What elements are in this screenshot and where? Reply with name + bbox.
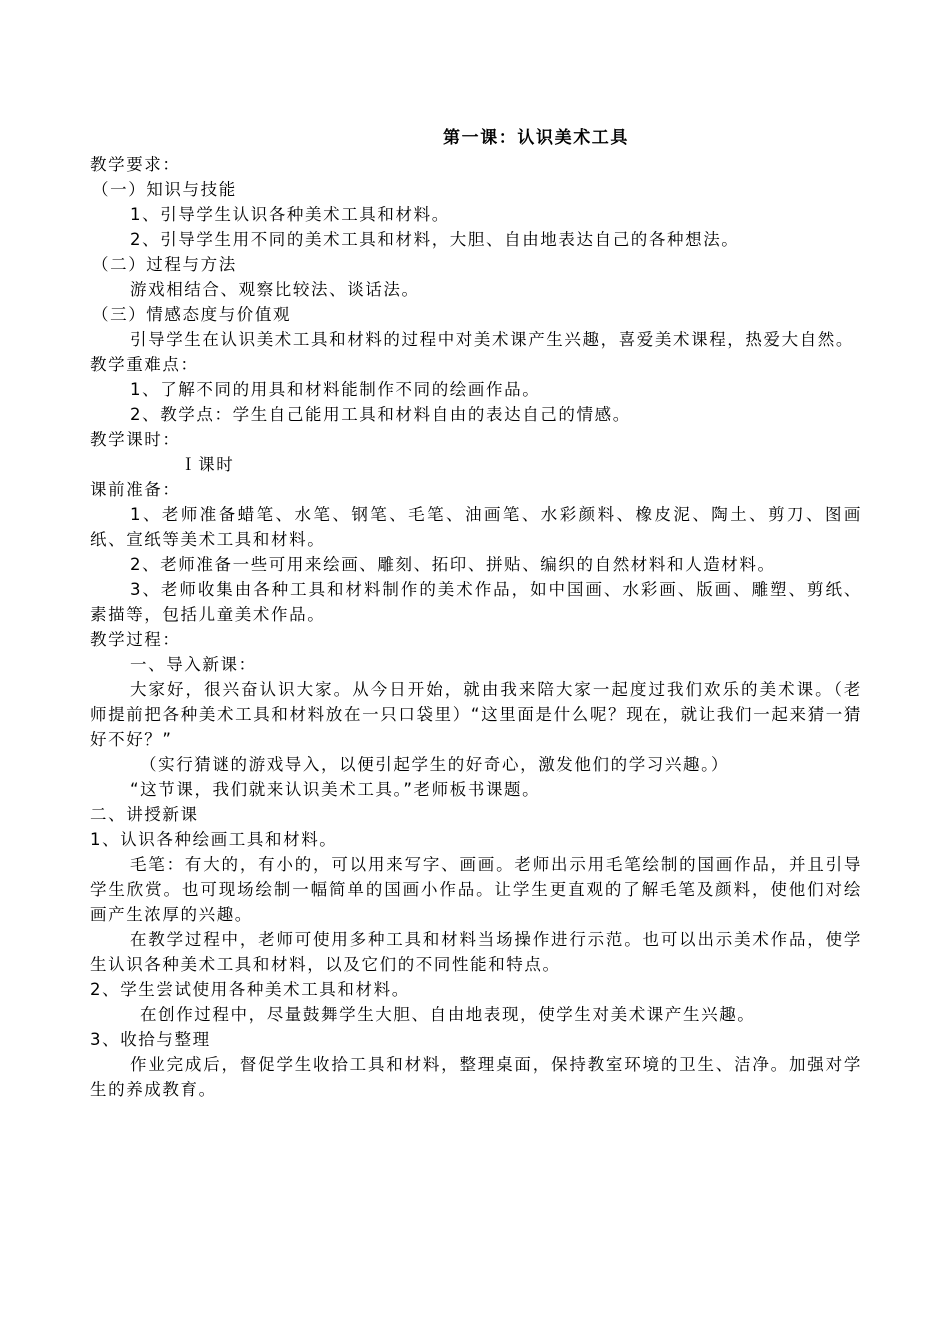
paragraph: 在创作过程中，尽量鼓舞学生大胆、自由地表现，使学生对美术课产生兴趣。 bbox=[140, 1005, 756, 1024]
list-item: 2、引导学生用不同的美术工具和材料，大胆、自由地表达自己的各种想法。 bbox=[130, 230, 740, 249]
section-heading-requirements: 教学要求： bbox=[90, 155, 181, 174]
class-hours-value: Ｉ课时 bbox=[180, 455, 235, 474]
paragraph: 大家好，很兴奋认识大家。从今日开始，就由我来陪大家一起度过我们欢乐的美术课。（老师提前把各种美术工具和材料放在一只口袋里）“这里面是什么呢？现在，就让我们一起来猜一猜好不好？” bbox=[90, 680, 862, 749]
section-heading-class-hours: 教学课时： bbox=[90, 430, 181, 449]
list-item: 1、了解不同的用具和材料能制作不同的绘画作品。 bbox=[130, 380, 541, 399]
list-item: 1、老师准备蜡笔、水笔、钢笔、毛笔、油画笔、水彩颜料、橡皮泥、陶土、剪刀、图画纸、宣纸等美术工具和材料。 bbox=[90, 505, 862, 549]
subheading-introduction: 一、导入新课： bbox=[130, 655, 257, 674]
list-item: 2、学生尝试使用各种美术工具和材料。 bbox=[90, 980, 410, 999]
section-heading-preparation: 课前准备： bbox=[90, 480, 181, 499]
paragraph: 在教学过程中，老师可使用多种工具和材料当场操作进行示范。也可以出示美术作品，使学生认识各种美术工具和材料，以及它们的不同性能和特点。 bbox=[90, 930, 862, 974]
paragraph: （实行猜谜的游戏导入，以便引起学生的好奇心，激发他们的学习兴趣。） bbox=[140, 755, 730, 774]
list-item: 2、教学点：学生自己能用工具和材料自由的表达自己的情感。 bbox=[130, 405, 631, 424]
subheading-new-lesson: 二、讲授新课 bbox=[90, 805, 199, 824]
paragraph: “这节课，我们就来认识美术工具。”老师板书课题。 bbox=[130, 780, 541, 799]
section-heading-key-points: 教学重难点： bbox=[90, 355, 199, 374]
section-heading-process: 教学过程： bbox=[90, 630, 181, 649]
subheading-emotion-values: （三）情感态度与价值观 bbox=[92, 305, 292, 324]
paragraph: 毛笔：有大的，有小的，可以用来写字、画画。老师出示用毛笔绘制的国画作品，并且引导学生欣赏。也可现场绘制一幅简单的国画小作品。让学生更直观的了解毛笔及颜料，使他们对绘画产生浓厚的兴趣。 bbox=[90, 855, 862, 924]
list-item: 1、认识各种绘画工具和材料。 bbox=[90, 830, 338, 849]
list-item: 1、引导学生认识各种美术工具和材料。 bbox=[130, 205, 450, 224]
lesson-title: 第一课：认识美术工具 bbox=[443, 128, 629, 148]
subheading-knowledge-skills: （一）知识与技能 bbox=[92, 180, 237, 199]
list-item: 3、收拾与整理 bbox=[90, 1030, 211, 1049]
subheading-process-method: （二）过程与方法 bbox=[92, 255, 237, 274]
paragraph: 引导学生在认识美术工具和材料的过程中对美术课产生兴趣，喜爱美术课程，热爱大自然。 bbox=[130, 330, 854, 349]
paragraph: 游戏相结合、观察比较法、谈话法。 bbox=[130, 280, 420, 299]
paragraph: 作业完成后，督促学生收拾工具和材料，整理桌面，保持教室环境的卫生、洁净。加强对学生的养成教育。 bbox=[90, 1055, 862, 1099]
list-item: 2、老师准备一些可用来绘画、雕刻、拓印、拼贴、编织的自然材料和人造材料。 bbox=[130, 555, 776, 574]
list-item: 3、老师收集由各种工具和材料制作的美术作品，如中国画、水彩画、版画、雕塑、剪纸、素描等，包括儿童美术作品。 bbox=[90, 580, 862, 624]
document-page bbox=[90, 126, 862, 1102]
